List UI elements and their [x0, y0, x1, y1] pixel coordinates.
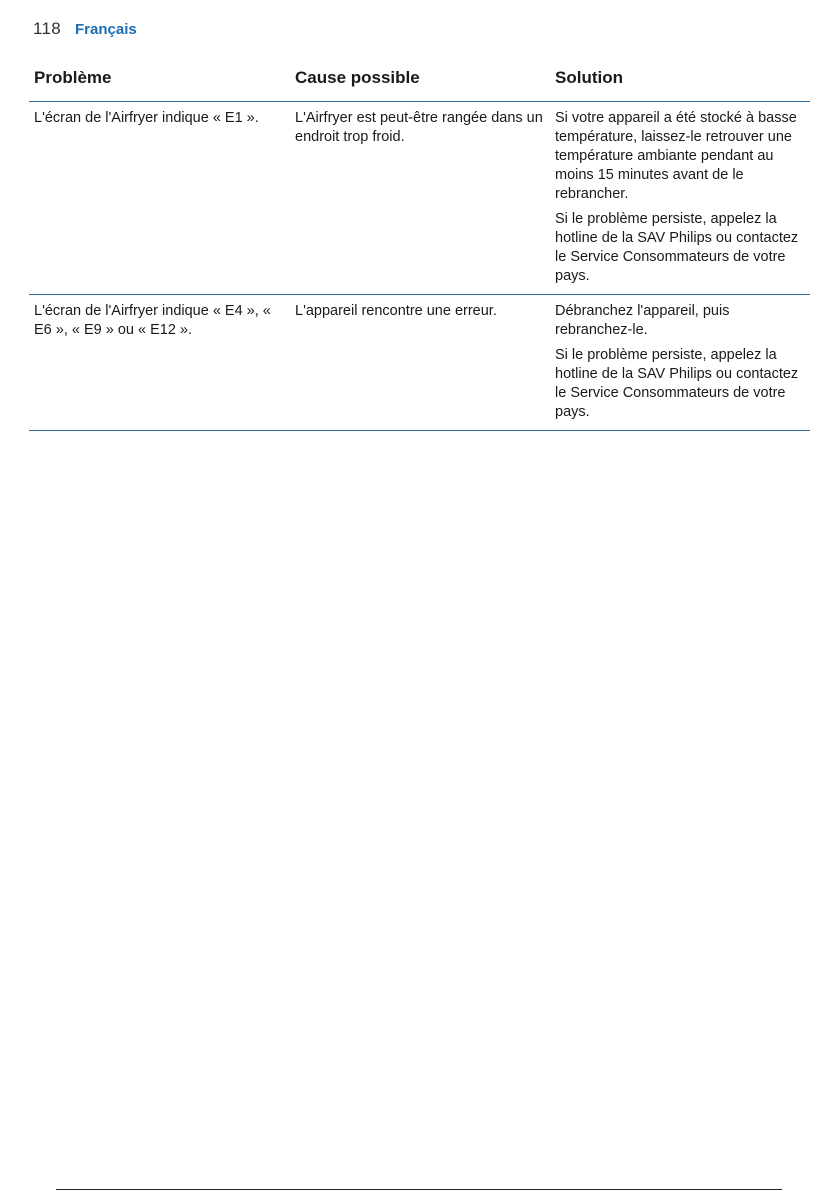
cause-cell: L'Airfryer est peut-être rangée dans un endroit trop froid. [290, 102, 550, 295]
table-row [29, 102, 810, 295]
solution-cell [550, 102, 810, 295]
cause-cell: L'appareil rencontre une erreur. [290, 295, 550, 431]
page-header [33, 19, 137, 39]
solution-paragraph: Débranchez l'appareil, puis rebranchez-le. [555, 303, 730, 338]
section-title: Français [75, 21, 137, 38]
column-header-cause: Cause possible [290, 68, 550, 102]
column-header-problem: Problème [29, 68, 290, 102]
problem-cell: L'écran de l'Airfryer indique « E1 ». [29, 102, 290, 295]
problem-cell: L'écran de l'Airfryer indique « E4 », « E6 », « E9 » ou « E12 ». [29, 295, 290, 431]
troubleshooting-table [29, 68, 810, 431]
footer-divider [56, 1189, 782, 1190]
solution-paragraph: Si votre appareil a été stocké à basse température, laissez-le retrouver une température ambiante pendant au moins 15 minutes avant de le rebrancher. [555, 110, 797, 202]
page-number: 118 [33, 19, 62, 38]
solution-paragraph: Si le problème persiste, appelez la hotline de la SAV Philips ou contactez le Service Consommateurs de votre pays. [555, 347, 799, 420]
table-row [29, 295, 810, 431]
column-header-solution: Solution [550, 68, 810, 102]
solution-cell [550, 295, 810, 431]
solution-paragraph: Si le problème persiste, appelez la hotline de la SAV Philips ou contactez le Service Consommateurs de votre pays. [555, 211, 799, 284]
table-header-row [29, 68, 810, 102]
